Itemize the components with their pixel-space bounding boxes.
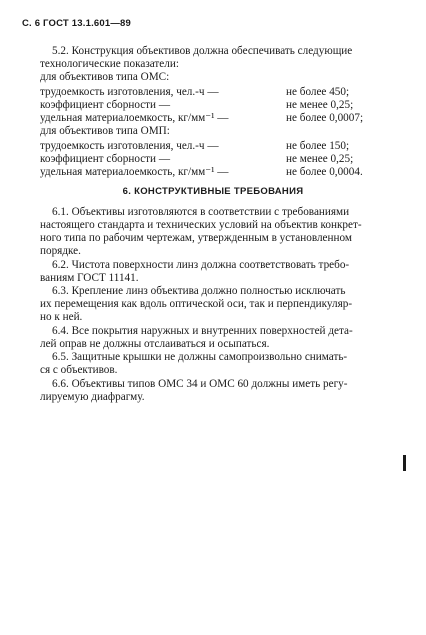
page-header: С. 6 ГОСТ 13.1.601—89 xyxy=(22,18,132,29)
section-6-heading: 6. КОНСТРУКТИВНЫЕ ТРЕБОВАНИЯ xyxy=(122,186,304,197)
para-6-2-line1: 6.2. Чистота поверхности линз должна соответствовать требо- xyxy=(52,259,350,271)
para-6-1-line4: порядке. xyxy=(40,245,81,257)
omc-row-label: удельная материалоемкость, кг/мм⁻¹ — xyxy=(40,112,229,124)
omc-title: для объективов типа ОМС: xyxy=(40,71,170,83)
omc-row-value: не более 450; xyxy=(286,86,350,98)
omp-row-value: не менее 0,25; xyxy=(286,153,354,165)
para-6-1-line1: 6.1. Объективы изготовляются в соответствии с требованиями xyxy=(52,206,350,218)
para-6-1-line2: настоящего стандарта и технических условий на объектив конкрет- xyxy=(40,219,362,231)
para-6-4-line2: лей оправ не должны отслаиваться и осыпаться. xyxy=(40,338,270,350)
para-6-6-line1: 6.6. Объективы типов ОМС 34 и ОМС 60 должны иметь регу- xyxy=(52,378,348,390)
para-6-5-line1: 6.5. Защитные крышки не должны самопроизвольно снимать- xyxy=(52,351,348,363)
omp-row-value: не более 0,0004. xyxy=(286,166,363,178)
para-6-4-line1: 6.4. Все покрытия наружных и внутренних поверхностей дета- xyxy=(52,325,353,337)
omp-row-label: трудоемкость изготовления, чел.-ч — xyxy=(40,140,219,152)
omp-row-value: не более 150; xyxy=(286,140,350,152)
omc-row-value: не менее 0,25; xyxy=(286,99,354,111)
para-5-2-line2: технологические показатели: xyxy=(40,58,179,70)
para-6-3-line1: 6.3. Крепление линз объектива должно полностью исключать xyxy=(52,285,346,297)
omp-row-label: коэффициент сборности — xyxy=(40,153,171,165)
para-6-3-line2: их перемещения как вдоль оптической оси, так и перпендикуляр- xyxy=(40,298,353,310)
margin-mark xyxy=(403,455,406,471)
para-6-5-line2: ся с объективов. xyxy=(40,364,118,376)
para-6-1-line3: ного типа по рабочим чертежам, утвержденным в установленном xyxy=(40,232,352,244)
omp-title: для объективов типа ОМП: xyxy=(40,125,170,137)
omc-row-label: коэффициент сборности — xyxy=(40,99,171,111)
omc-row-label: трудоемкость изготовления, чел.-ч — xyxy=(40,86,219,98)
para-6-3-line3: но к ней. xyxy=(40,311,83,323)
para-5-2-line1: 5.2. Конструкция объективов должна обеспечивать следующие xyxy=(52,45,353,57)
para-6-2-line2: ваниям ГОСТ 11141. xyxy=(40,272,139,284)
omc-row-value: не более 0,0007; xyxy=(286,112,364,124)
para-6-6-line2: лируемую диафрагму. xyxy=(40,391,145,403)
omp-row-label: удельная материалоемкость, кг/мм⁻¹ — xyxy=(40,166,229,178)
